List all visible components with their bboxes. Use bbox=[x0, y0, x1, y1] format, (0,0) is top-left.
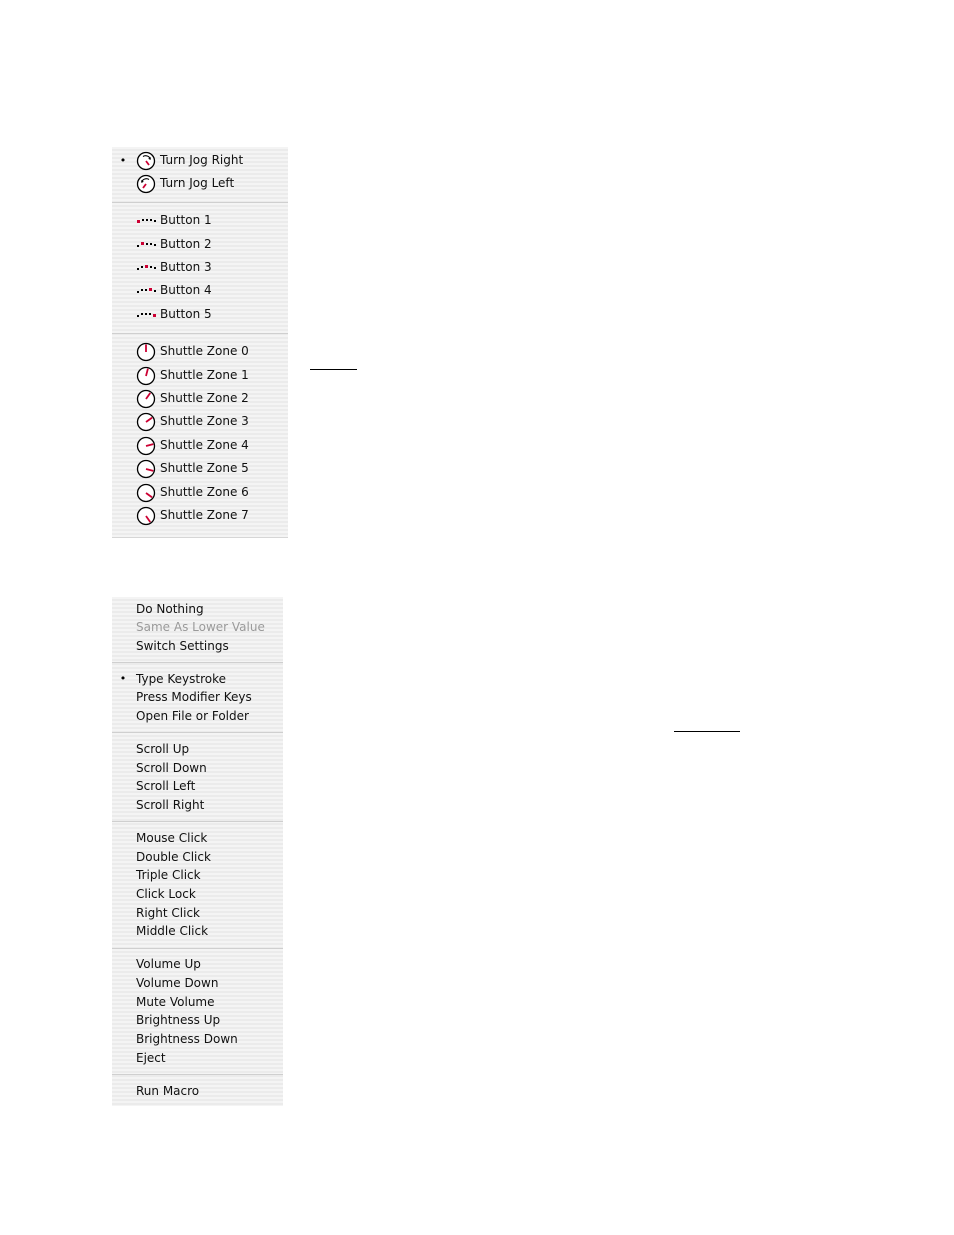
menu-item-label: Middle Click bbox=[136, 924, 209, 939]
menu-item-label: Shuttle Zone 2 bbox=[160, 390, 249, 405]
jog-right-icon bbox=[136, 151, 156, 171]
menu-item-label: Mute Volume bbox=[136, 994, 215, 1009]
menu-item-open-file-or-folder[interactable] bbox=[112, 707, 283, 726]
menu-item-scroll-right[interactable] bbox=[112, 796, 283, 815]
jog-left-icon bbox=[136, 174, 156, 194]
menu-item-label: Button 3 bbox=[160, 260, 212, 275]
menu-item-scroll-up[interactable] bbox=[112, 740, 283, 759]
menu-item-label: Click Lock bbox=[136, 887, 196, 901]
menu-item-label: Scroll Up bbox=[136, 742, 190, 756]
menu-item-label: Type Keystroke bbox=[136, 671, 227, 686]
menu-item-label: Run Macro bbox=[136, 1083, 200, 1098]
menu-item-label: Brightness Up bbox=[136, 1013, 221, 1028]
menu-item-scroll-left[interactable] bbox=[112, 777, 283, 796]
menu-item-shuttle-zone-3[interactable] bbox=[112, 410, 288, 433]
menu-item-middle-click[interactable] bbox=[112, 922, 283, 941]
menu-separator bbox=[112, 662, 283, 663]
menu-item-volume-down[interactable] bbox=[112, 974, 283, 993]
menu-separator bbox=[112, 202, 288, 203]
menu-item-button-3[interactable] bbox=[112, 256, 288, 279]
menu-item-click-lock[interactable] bbox=[112, 885, 283, 904]
menu-item-run-macro[interactable] bbox=[112, 1082, 283, 1101]
menu-item-label: Shuttle Zone 3 bbox=[160, 414, 249, 429]
underline-decoration bbox=[310, 369, 357, 370]
menu-item-triple-click[interactable] bbox=[112, 866, 283, 885]
menu-item-button-2[interactable] bbox=[112, 233, 288, 256]
shuttle-zone-3-icon bbox=[136, 412, 156, 432]
menu-item-press-modifier-keys[interactable] bbox=[112, 688, 283, 707]
menu-item-shuttle-zone-0[interactable] bbox=[112, 340, 288, 363]
menu-item-label: Right Click bbox=[136, 905, 201, 920]
menu-item-right-click[interactable] bbox=[112, 904, 283, 923]
menu-item-label: Shuttle Zone 7 bbox=[160, 507, 249, 522]
control-selector-menu bbox=[112, 147, 288, 538]
menu-item-label: Scroll Right bbox=[136, 798, 205, 813]
button-1-icon bbox=[136, 211, 156, 231]
shuttle-zone-5-icon bbox=[136, 459, 156, 479]
menu-item-shuttle-zone-5[interactable] bbox=[112, 457, 288, 480]
menu-item-volume-up[interactable] bbox=[112, 955, 283, 974]
menu-item-switch-settings[interactable] bbox=[112, 637, 283, 656]
menu-item-label: Volume Down bbox=[136, 975, 219, 990]
shuttle-zone-7-icon bbox=[136, 506, 156, 526]
menu-separator bbox=[112, 821, 283, 822]
menu-item-mouse-click[interactable] bbox=[112, 829, 283, 848]
menu-item-button-1[interactable] bbox=[112, 209, 288, 232]
menu-item-button-4[interactable] bbox=[112, 279, 288, 302]
shuttle-zone-1-icon bbox=[136, 366, 156, 386]
menu-separator bbox=[112, 732, 283, 733]
shuttle-zone-6-icon bbox=[136, 483, 156, 503]
menu-item-label: Scroll Down bbox=[136, 760, 207, 775]
menu-item-shuttle-zone-6[interactable] bbox=[112, 481, 288, 504]
menu-item-brightness-down[interactable] bbox=[112, 1030, 283, 1049]
button-2-icon bbox=[136, 235, 156, 255]
menu-item-type-keystroke[interactable] bbox=[112, 670, 283, 689]
underline-decoration bbox=[674, 731, 740, 732]
menu-separator bbox=[112, 333, 288, 334]
menu-separator bbox=[112, 1074, 283, 1075]
menu-item-mute-volume[interactable] bbox=[112, 993, 283, 1012]
menu-item-label: Same As Lower Value bbox=[136, 620, 265, 635]
menu-item-label: Press Modifier Keys bbox=[136, 690, 252, 705]
menu-item-shuttle-zone-7[interactable] bbox=[112, 504, 288, 527]
menu-item-label: Eject bbox=[136, 1050, 166, 1065]
menu-item-turn-jog-left[interactable] bbox=[112, 172, 288, 195]
menu-item-label: Turn Jog Right bbox=[160, 152, 244, 167]
menu-item-scroll-down[interactable] bbox=[112, 759, 283, 778]
menu-item-double-click[interactable] bbox=[112, 848, 283, 867]
menu-item-button-5[interactable] bbox=[112, 303, 288, 326]
button-4-icon bbox=[136, 281, 156, 301]
menu-item-label: Volume Up bbox=[136, 957, 201, 972]
menu-item-label: Scroll Left bbox=[136, 779, 196, 794]
action-selector-menu bbox=[112, 597, 283, 1106]
menu-item-label: Double Click bbox=[136, 849, 211, 864]
shuttle-zone-0-icon bbox=[136, 342, 156, 362]
shuttle-zone-4-icon bbox=[136, 436, 156, 456]
menu-item-same-as-lower-value bbox=[112, 618, 283, 637]
menu-item-label: Shuttle Zone 4 bbox=[160, 437, 249, 452]
menu-item-label: Shuttle Zone 1 bbox=[160, 367, 249, 382]
menu-item-label: Shuttle Zone 6 bbox=[160, 484, 249, 499]
menu-item-label: Mouse Click bbox=[136, 830, 208, 845]
checkmark: • bbox=[119, 671, 127, 685]
menu-item-label: Triple Click bbox=[136, 868, 201, 883]
menu-item-label: Button 2 bbox=[160, 236, 212, 251]
checkmark: • bbox=[119, 153, 127, 167]
menu-item-label: Brightness Down bbox=[136, 1032, 238, 1046]
menu-item-shuttle-zone-2[interactable] bbox=[112, 387, 288, 410]
menu-item-label: Button 1 bbox=[160, 213, 212, 228]
menu-item-label: Turn Jog Left bbox=[160, 175, 235, 190]
button-3-icon bbox=[136, 258, 156, 278]
menu-item-label: Button 5 bbox=[160, 306, 212, 321]
menu-item-label: Shuttle Zone 5 bbox=[160, 461, 249, 476]
menu-item-brightness-up[interactable] bbox=[112, 1011, 283, 1030]
menu-item-shuttle-zone-4[interactable] bbox=[112, 434, 288, 457]
menu-item-do-nothing[interactable] bbox=[112, 600, 283, 619]
menu-separator bbox=[112, 948, 283, 949]
menu-item-label: Shuttle Zone 0 bbox=[160, 344, 249, 359]
menu-item-label: Open File or Folder bbox=[136, 709, 249, 724]
menu-item-turn-jog-right[interactable] bbox=[112, 149, 288, 172]
menu-item-label: Button 4 bbox=[160, 283, 212, 298]
menu-item-eject[interactable] bbox=[112, 1049, 283, 1068]
menu-item-label: Switch Settings bbox=[136, 638, 229, 653]
button-5-icon bbox=[136, 305, 156, 325]
menu-item-shuttle-zone-1[interactable] bbox=[112, 364, 288, 387]
menu-item-label: Do Nothing bbox=[136, 601, 204, 616]
shuttle-zone-2-icon bbox=[136, 389, 156, 409]
